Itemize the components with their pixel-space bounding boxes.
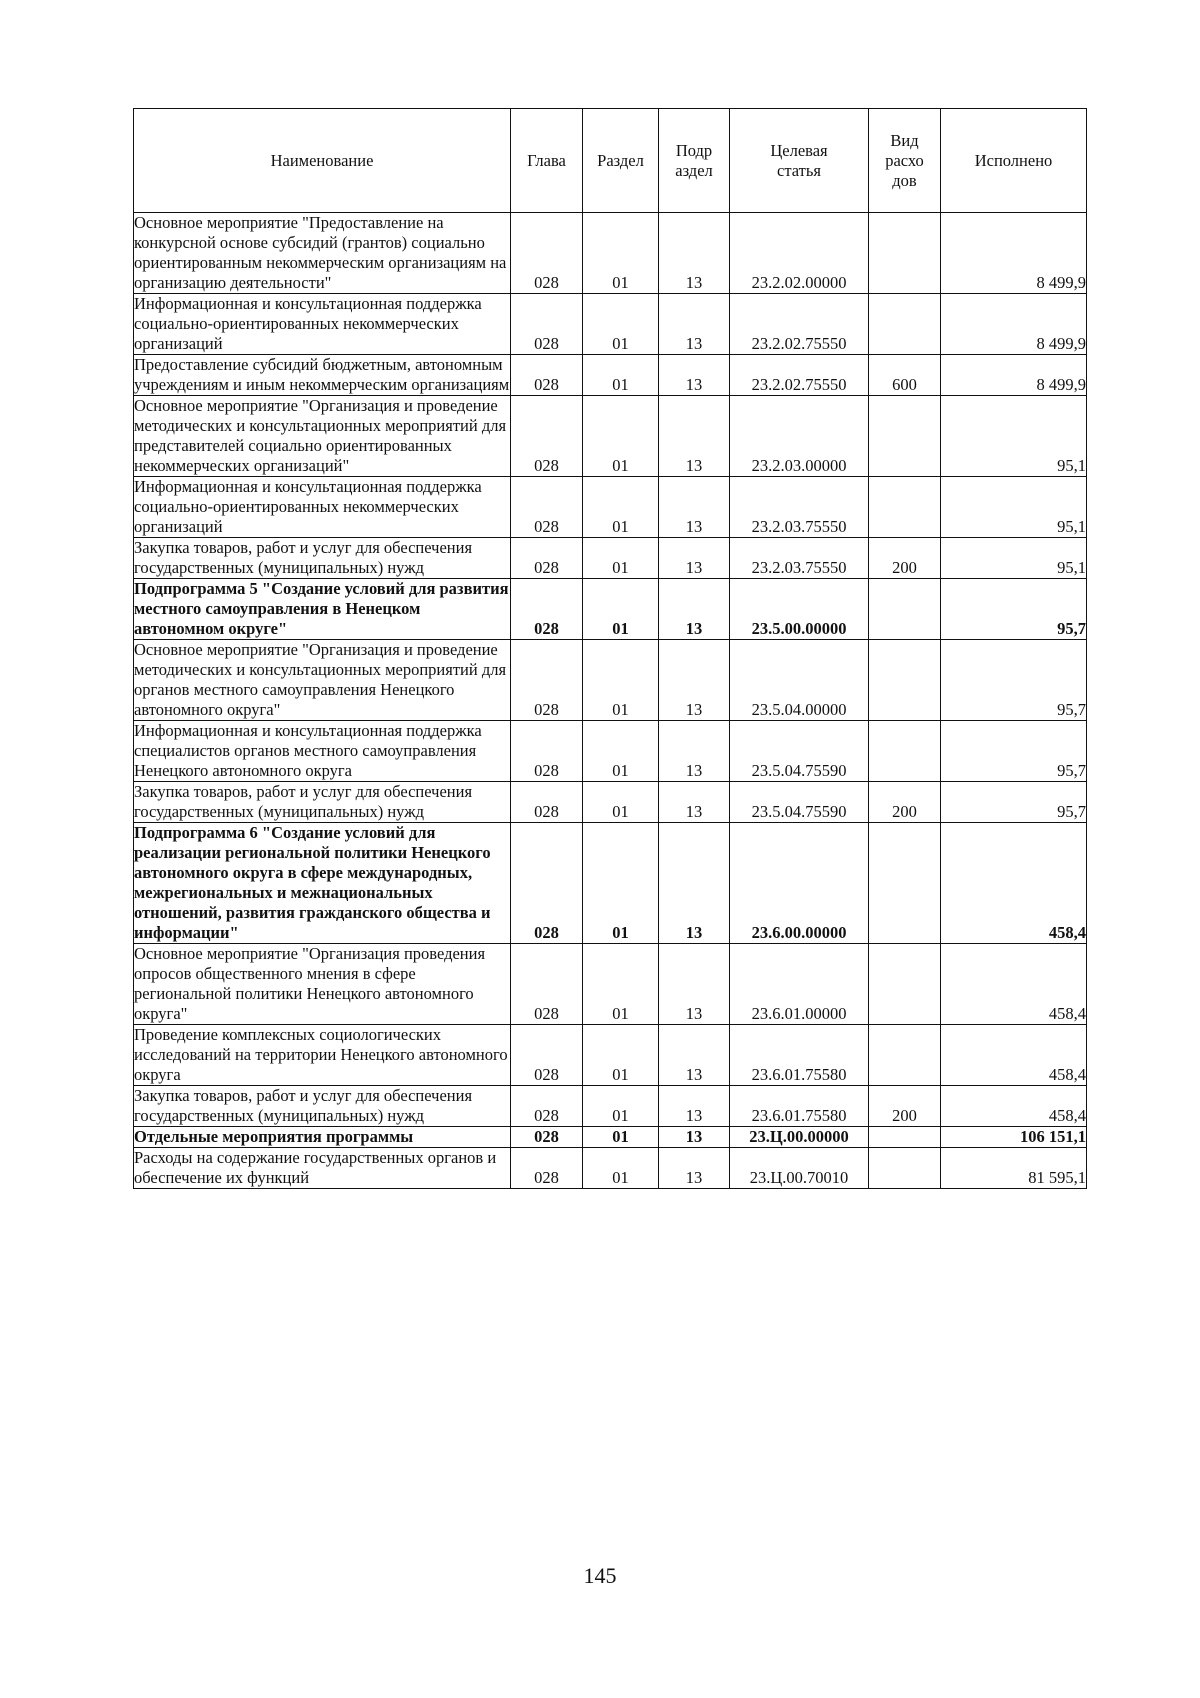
cell-ispolneno: 95,1	[941, 396, 1087, 477]
cell-podrazdel: 13	[659, 640, 730, 721]
cell-celevaya: 23.6.01.75580	[730, 1086, 869, 1127]
cell-name: Закупка товаров, работ и услуг для обеспечения государственных (муниципальных) нужд	[134, 538, 511, 579]
cell-glava: 028	[511, 538, 583, 579]
cell-name: Информационная и консультационная поддержка специалистов органов местного самоуправления Ненецкого автономного округа	[134, 721, 511, 782]
table-row	[134, 640, 1087, 721]
table-row	[134, 213, 1087, 294]
header-name-label: Наименование	[270, 150, 374, 170]
cell-vid	[869, 944, 941, 1025]
header-podrazdel	[659, 109, 730, 213]
table-row	[134, 579, 1087, 640]
cell-name: Закупка товаров, работ и услуг для обеспечения государственных (муниципальных) нужд	[134, 782, 511, 823]
table-row	[134, 477, 1087, 538]
cell-ispolneno: 81 595,1	[941, 1148, 1087, 1189]
cell-name: Информационная и консультационная поддержка социально-ориентированных некоммерческих организаций	[134, 477, 511, 538]
cell-celevaya: 23.5.04.75590	[730, 721, 869, 782]
cell-name: Основное мероприятие "Организация и проведение методических и консультационных мероприятий для представителей социально ориентированных некоммерческих организаций"	[134, 396, 511, 477]
cell-name: Расходы на содержание государственных органов и обеспечение их функций	[134, 1148, 511, 1189]
cell-vid	[869, 213, 941, 294]
cell-celevaya: 23.6.01.75580	[730, 1025, 869, 1086]
cell-ispolneno: 106 151,1	[941, 1127, 1087, 1148]
cell-glava: 028	[511, 944, 583, 1025]
cell-glava: 028	[511, 396, 583, 477]
cell-razdel: 01	[583, 538, 659, 579]
header-razdel-label: Раздел	[597, 150, 644, 170]
header-glava	[511, 109, 583, 213]
cell-celevaya: 23.2.03.75550	[730, 538, 869, 579]
cell-glava: 028	[511, 1025, 583, 1086]
header-name	[134, 109, 511, 213]
cell-celevaya: 23.Ц.00.00000	[730, 1127, 869, 1148]
table-row	[134, 1025, 1087, 1086]
cell-razdel: 01	[583, 579, 659, 640]
cell-name: Основное мероприятие "Организация проведения опросов общественного мнения в сфере региональной политики Ненецкого автономного округа"	[134, 944, 511, 1025]
cell-razdel: 01	[583, 213, 659, 294]
cell-glava: 028	[511, 355, 583, 396]
cell-vid	[869, 1127, 941, 1148]
cell-razdel: 01	[583, 1127, 659, 1148]
cell-vid	[869, 477, 941, 538]
cell-vid: 200	[869, 782, 941, 823]
header-vid-line-1: Вид	[890, 130, 919, 150]
cell-name: Предоставление субсидий бюджетным, автономным учреждениям и иным некоммерческим организациям	[134, 355, 510, 394]
budget-table	[133, 108, 1087, 1189]
page-number: 145	[583, 1563, 617, 1588]
cell-name: Проведение комплексных социологических исследований на территории Ненецкого автономного округа	[134, 1025, 511, 1086]
cell-vid	[869, 579, 941, 640]
cell-razdel: 01	[583, 640, 659, 721]
cell-podrazdel: 13	[659, 294, 730, 355]
cell-podrazdel: 13	[659, 1148, 730, 1189]
cell-podrazdel: 13	[659, 721, 730, 782]
cell-name: Отдельные мероприятия программы	[134, 1127, 511, 1148]
cell-ispolneno: 95,1	[941, 477, 1087, 538]
cell-podrazdel: 13	[659, 579, 730, 640]
cell-podrazdel: 13	[659, 782, 730, 823]
table-row	[134, 355, 1087, 396]
cell-podrazdel: 13	[659, 538, 730, 579]
table-row	[134, 1148, 1087, 1189]
cell-celevaya: 23.5.00.00000	[730, 579, 869, 640]
cell-razdel: 01	[583, 477, 659, 538]
cell-name: Подпрограмма 6 "Создание условий для реализации региональной политики Ненецкого автономного округа в сфере международных, межрегиональных и межнациональных отношений, развития гражданского общества и информации"	[134, 823, 511, 944]
cell-podrazdel: 13	[659, 477, 730, 538]
cell-name: Закупка товаров, работ и услуг для обеспечения государственных (муниципальных) нужд	[134, 1086, 511, 1127]
cell-podrazdel: 13	[659, 1086, 730, 1127]
cell-razdel: 01	[583, 355, 659, 396]
cell-podrazdel: 13	[659, 944, 730, 1025]
cell-ispolneno: 95,7	[941, 721, 1087, 782]
cell-glava: 028	[511, 294, 583, 355]
cell-celevaya: 23.2.02.75550	[730, 294, 869, 355]
cell-ispolneno: 458,4	[941, 944, 1087, 1025]
cell-vid	[869, 721, 941, 782]
cell-razdel: 01	[583, 1025, 659, 1086]
cell-ispolneno: 95,7	[941, 640, 1087, 721]
cell-celevaya: 23.2.03.00000	[730, 396, 869, 477]
cell-vid	[869, 294, 941, 355]
cell-ispolneno: 458,4	[941, 1086, 1087, 1127]
cell-celevaya: 23.2.02.75550	[730, 355, 869, 396]
cell-razdel: 01	[583, 721, 659, 782]
cell-name: Основное мероприятие "Организация и проведение методических и консультационных мероприятий для органов местного самоуправления Ненецкого автономного округа"	[134, 640, 511, 721]
header-razdel	[583, 109, 659, 213]
cell-celevaya: 23.5.04.00000	[730, 640, 869, 721]
table-header	[134, 109, 1087, 213]
cell-ispolneno: 95,7	[941, 782, 1087, 823]
cell-glava: 028	[511, 1086, 583, 1127]
cell-razdel: 01	[583, 944, 659, 1025]
cell-glava: 028	[511, 782, 583, 823]
cell-ispolneno: 458,4	[941, 823, 1087, 944]
cell-ispolneno: 95,1	[941, 538, 1087, 579]
header-celevaya-line-2: статья	[777, 160, 821, 180]
cell-glava: 028	[511, 823, 583, 944]
cell-podrazdel: 13	[659, 396, 730, 477]
header-row	[134, 109, 1087, 213]
table-row	[134, 1086, 1087, 1127]
table-row	[134, 294, 1087, 355]
cell-name: Информационная и консультационная поддержка социально-ориентированных некоммерческих организаций	[134, 294, 511, 355]
table-row	[134, 782, 1087, 823]
cell-glava: 028	[511, 640, 583, 721]
table-row	[134, 1127, 1087, 1148]
cell-celevaya: 23.6.00.00000	[730, 823, 869, 944]
table-row	[134, 944, 1087, 1025]
cell-vid	[869, 823, 941, 944]
cell-podrazdel: 13	[659, 213, 730, 294]
cell-podrazdel: 13	[659, 355, 730, 396]
cell-celevaya: 23.5.04.75590	[730, 782, 869, 823]
cell-razdel: 01	[583, 294, 659, 355]
cell-ispolneno: 8 499,9	[941, 355, 1087, 396]
cell-celevaya: 23.2.02.00000	[730, 213, 869, 294]
table-body	[134, 213, 1087, 1189]
cell-ispolneno: 95,7	[941, 579, 1087, 640]
cell-celevaya: 23.2.03.75550	[730, 477, 869, 538]
header-ispolneno	[941, 109, 1087, 213]
cell-vid: 200	[869, 1086, 941, 1127]
cell-celevaya: 23.Ц.00.70010	[730, 1148, 869, 1189]
cell-vid	[869, 396, 941, 477]
cell-celevaya: 23.6.01.00000	[730, 944, 869, 1025]
header-podrazdel-line-1: Подр	[675, 140, 713, 160]
header-vid-line-2: расхо	[885, 150, 924, 170]
cell-glava: 028	[511, 579, 583, 640]
table-row	[134, 396, 1087, 477]
cell-name: Основное мероприятие "Предоставление на конкурсной основе субсидий (грантов) социально ориентированным некоммерческим организациям на организацию деятельности"	[134, 213, 511, 294]
cell-vid	[869, 1025, 941, 1086]
cell-glava: 028	[511, 1148, 583, 1189]
cell-razdel: 01	[583, 1148, 659, 1189]
cell-podrazdel: 13	[659, 823, 730, 944]
cell-glava: 028	[511, 1127, 583, 1148]
cell-glava: 028	[511, 213, 583, 294]
cell-vid: 200	[869, 538, 941, 579]
header-glava-label: Глава	[527, 150, 566, 170]
table-row	[134, 538, 1087, 579]
cell-vid	[869, 640, 941, 721]
cell-razdel: 01	[583, 1086, 659, 1127]
cell-podrazdel: 13	[659, 1025, 730, 1086]
cell-razdel: 01	[583, 823, 659, 944]
header-celevaya-line-1: Целевая	[770, 140, 828, 160]
cell-ispolneno: 8 499,9	[941, 294, 1087, 355]
table-row	[134, 823, 1087, 944]
header-celevaya	[730, 109, 869, 213]
cell-glava: 028	[511, 721, 583, 782]
cell-name: Подпрограмма 5 "Создание условий для развития местного самоуправления в Ненецком автономном округе"	[134, 579, 509, 638]
header-ispolneno-label: Исполнено	[974, 150, 1053, 170]
cell-ispolneno: 8 499,9	[941, 213, 1087, 294]
table-row	[134, 721, 1087, 782]
header-podrazdel-line-2: аздел	[675, 160, 713, 180]
cell-ispolneno: 458,4	[941, 1025, 1087, 1086]
cell-podrazdel: 13	[659, 1127, 730, 1148]
header-vid	[869, 109, 941, 213]
cell-razdel: 01	[583, 782, 659, 823]
header-vid-line-3: дов	[892, 170, 917, 190]
cell-razdel: 01	[583, 396, 659, 477]
cell-vid	[869, 1148, 941, 1189]
cell-glava: 028	[511, 477, 583, 538]
cell-vid: 600	[869, 355, 941, 396]
